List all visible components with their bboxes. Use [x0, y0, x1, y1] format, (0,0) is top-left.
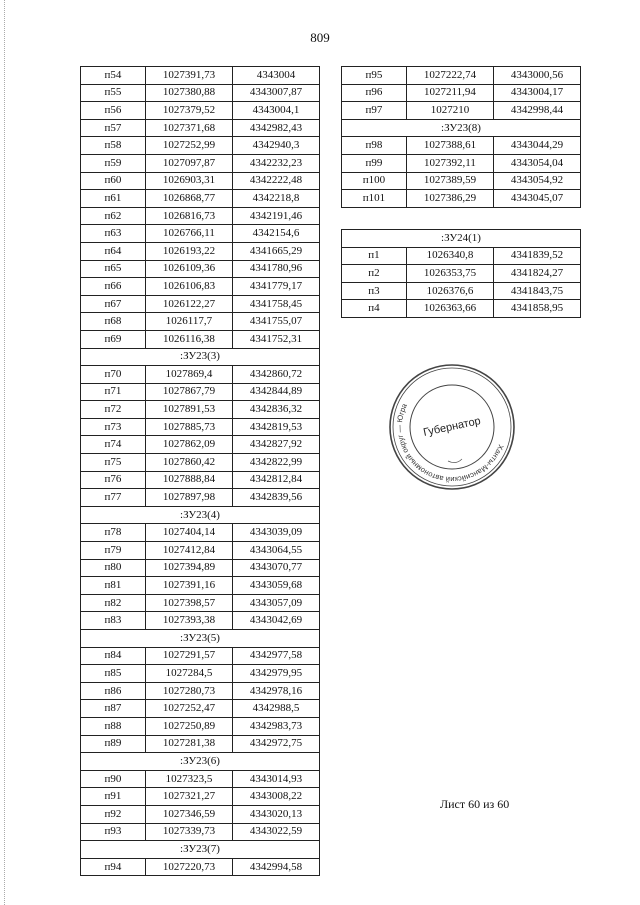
- point-id: п77: [81, 489, 146, 507]
- coordinate-y: 4342822,99: [232, 454, 319, 472]
- table-row: [81, 366, 320, 384]
- coordinate-y: 4343004: [232, 67, 319, 85]
- coordinate-x: 1027386,29: [406, 190, 493, 208]
- coordinate-x: 1027412,84: [145, 542, 232, 560]
- coordinate-y: 4342978,16: [232, 682, 319, 700]
- coordinate-x: 1027210: [406, 102, 493, 120]
- point-id: п68: [81, 313, 146, 331]
- point-id: п96: [342, 84, 407, 102]
- point-id: п58: [81, 137, 146, 155]
- table-row: [81, 489, 320, 507]
- coordinate-y: 4341758,45: [232, 295, 319, 313]
- coordinate-y: 4341779,17: [232, 278, 319, 296]
- table-row: [342, 154, 581, 172]
- coordinate-y: 4343044,29: [493, 137, 580, 155]
- coordinate-y: 4342218,8: [232, 190, 319, 208]
- coordinate-y: 4342827,92: [232, 436, 319, 454]
- coordinate-x: 1027398,57: [145, 594, 232, 612]
- section-title: :ЗУ23(8): [342, 119, 581, 137]
- point-id: п94: [81, 858, 146, 876]
- table-row: [81, 436, 320, 454]
- coordinate-x: 1027250,89: [145, 717, 232, 735]
- coordinate-x: 1027860,42: [145, 454, 232, 472]
- table-row: [81, 665, 320, 683]
- table-row: [81, 401, 320, 419]
- coordinate-x: 1027891,53: [145, 401, 232, 419]
- coordinate-y: 4343022,59: [232, 823, 319, 841]
- sheet-counter: Лист 60 из 60: [440, 797, 510, 811]
- coordinate-x: 1027321,27: [145, 788, 232, 806]
- point-id: п82: [81, 594, 146, 612]
- table-row: [81, 700, 320, 718]
- point-id: п85: [81, 665, 146, 683]
- coordinate-x: 1027885,73: [145, 418, 232, 436]
- table-row: [342, 84, 581, 102]
- point-id: п61: [81, 190, 146, 208]
- section-title: :ЗУ23(5): [81, 630, 320, 648]
- table-row: [342, 300, 581, 318]
- coordinate-y: 4342988,5: [232, 700, 319, 718]
- table-row: [81, 682, 320, 700]
- section-title: :ЗУ23(4): [81, 506, 320, 524]
- point-id: п101: [342, 190, 407, 208]
- point-id: п54: [81, 67, 146, 85]
- point-id: п71: [81, 383, 146, 401]
- coordinates-table-left: [80, 66, 320, 876]
- table-row: [81, 137, 320, 155]
- coordinate-y: 4343070,77: [232, 559, 319, 577]
- coordinate-y: 4342940,3: [232, 137, 319, 155]
- coordinate-x: 1027392,11: [406, 154, 493, 172]
- section-row: [342, 119, 581, 137]
- coordinate-y: 4343054,04: [493, 154, 580, 172]
- coordinate-x: 1027897,98: [145, 489, 232, 507]
- coordinate-y: 4342154,6: [232, 225, 319, 243]
- coordinate-y: 4342972,75: [232, 735, 319, 753]
- coordinate-x: 1027867,79: [145, 383, 232, 401]
- point-id: п100: [342, 172, 407, 190]
- coordinate-x: 1026122,27: [145, 295, 232, 313]
- point-id: п89: [81, 735, 146, 753]
- coordinate-x: 1027391,73: [145, 67, 232, 85]
- coordinate-y: 4342994,58: [232, 858, 319, 876]
- point-id: п55: [81, 84, 146, 102]
- point-id: п93: [81, 823, 146, 841]
- table-row: [81, 559, 320, 577]
- table-row: [81, 225, 320, 243]
- coordinate-y: 4341755,07: [232, 313, 319, 331]
- point-id: п75: [81, 454, 146, 472]
- coordinates-table-right-top: [341, 66, 581, 208]
- coordinate-y: 4342232,23: [232, 154, 319, 172]
- coordinate-x: 1027339,73: [145, 823, 232, 841]
- coordinate-y: 4343045,07: [493, 190, 580, 208]
- coordinate-y: 4343057,09: [232, 594, 319, 612]
- coordinate-x: 1027371,68: [145, 119, 232, 137]
- table-row: [81, 84, 320, 102]
- point-id: п2: [342, 265, 407, 283]
- table-row: [81, 190, 320, 208]
- coordinate-x: 1026106,83: [145, 278, 232, 296]
- point-id: п97: [342, 102, 407, 120]
- table-row: [342, 265, 581, 283]
- table-row: [81, 647, 320, 665]
- coordinate-y: 4342982,43: [232, 119, 319, 137]
- coordinate-y: 4342860,72: [232, 366, 319, 384]
- coordinate-y: 4341824,27: [493, 265, 580, 283]
- coordinate-x: 1027380,88: [145, 84, 232, 102]
- coordinate-y: 4343008,22: [232, 788, 319, 806]
- coordinate-y: 4342998,44: [493, 102, 580, 120]
- table-row: [81, 542, 320, 560]
- coordinate-x: 1027280,73: [145, 682, 232, 700]
- coordinate-y: 4342839,56: [232, 489, 319, 507]
- table-row: [81, 735, 320, 753]
- point-id: п78: [81, 524, 146, 542]
- table-row: [81, 612, 320, 630]
- coordinate-x: 1027862,09: [145, 436, 232, 454]
- point-id: п98: [342, 137, 407, 155]
- page-number: 809: [310, 30, 330, 45]
- table-row: [81, 330, 320, 348]
- coordinate-x: 1027211,94: [406, 84, 493, 102]
- coordinate-x: 1027281,38: [145, 735, 232, 753]
- coordinate-x: 1026109,36: [145, 260, 232, 278]
- coordinate-y: 4341858,95: [493, 300, 580, 318]
- table-row: [81, 102, 320, 120]
- table-row: [342, 102, 581, 120]
- coordinate-x: 1027346,59: [145, 805, 232, 823]
- point-id: п59: [81, 154, 146, 172]
- coordinate-x: 1027389,59: [406, 172, 493, 190]
- coordinate-y: 4342836,32: [232, 401, 319, 419]
- point-id: п1: [342, 247, 407, 265]
- stamp-center-text: Губернатор: [422, 415, 482, 439]
- point-id: п74: [81, 436, 146, 454]
- table-row: [81, 823, 320, 841]
- page-edge-line: [4, 0, 5, 905]
- section-row: [81, 506, 320, 524]
- point-id: п66: [81, 278, 146, 296]
- coordinate-y: 4342191,46: [232, 207, 319, 225]
- point-id: п73: [81, 418, 146, 436]
- coordinate-x: 1027323,5: [145, 770, 232, 788]
- section-row: [81, 753, 320, 771]
- coordinate-y: 4341752,31: [232, 330, 319, 348]
- coordinate-x: 1026340,8: [406, 247, 493, 265]
- stamp-ring-text: Ханты-Мансийский автономный округ — Югра: [394, 402, 506, 485]
- coordinate-y: 4343064,55: [232, 542, 319, 560]
- point-id: п86: [81, 682, 146, 700]
- point-id: п4: [342, 300, 407, 318]
- coordinate-x: 1026117,7: [145, 313, 232, 331]
- coordinate-y: 4342819,53: [232, 418, 319, 436]
- coordinate-x: 1027220,73: [145, 858, 232, 876]
- coordinate-x: 1027222,74: [406, 67, 493, 85]
- coordinate-x: 1027404,14: [145, 524, 232, 542]
- coordinate-x: 1027393,38: [145, 612, 232, 630]
- table-row: [342, 172, 581, 190]
- table-row: [81, 418, 320, 436]
- table-row: [81, 119, 320, 137]
- coordinate-y: 4343007,87: [232, 84, 319, 102]
- point-id: п72: [81, 401, 146, 419]
- coordinate-y: 4342844,89: [232, 383, 319, 401]
- coordinates-table-zu24: [341, 229, 581, 318]
- table-row: [81, 313, 320, 331]
- coordinate-y: 4342222,48: [232, 172, 319, 190]
- point-id: п3: [342, 282, 407, 300]
- coordinate-y: 4342977,58: [232, 647, 319, 665]
- table-row: [81, 454, 320, 472]
- table-row: [81, 524, 320, 542]
- section-row: [81, 348, 320, 366]
- coordinate-y: 4342979,95: [232, 665, 319, 683]
- table-row: [81, 858, 320, 876]
- coordinate-x: 1027388,61: [406, 137, 493, 155]
- point-id: п67: [81, 295, 146, 313]
- table-row: [342, 137, 581, 155]
- section-title: :ЗУ23(3): [81, 348, 320, 366]
- coordinate-y: 4343020,13: [232, 805, 319, 823]
- point-id: п60: [81, 172, 146, 190]
- coordinate-y: 4343054,92: [493, 172, 580, 190]
- point-id: п90: [81, 770, 146, 788]
- coordinate-x: 1027097,87: [145, 154, 232, 172]
- coordinate-y: 4341843,75: [493, 282, 580, 300]
- point-id: п91: [81, 788, 146, 806]
- point-id: п88: [81, 717, 146, 735]
- coordinate-x: 1027284,5: [145, 665, 232, 683]
- table-row: [81, 383, 320, 401]
- point-id: п62: [81, 207, 146, 225]
- section-title: :ЗУ23(7): [81, 841, 320, 859]
- coordinate-x: 1027291,57: [145, 647, 232, 665]
- table-row: [81, 594, 320, 612]
- table-row: [342, 282, 581, 300]
- table-row: [81, 717, 320, 735]
- coordinate-y: 4343004,1: [232, 102, 319, 120]
- point-id: п92: [81, 805, 146, 823]
- coordinate-y: 4341839,52: [493, 247, 580, 265]
- coordinate-x: 1026193,22: [145, 242, 232, 260]
- coordinate-x: 1026353,75: [406, 265, 493, 283]
- point-id: п63: [81, 225, 146, 243]
- table-row: [342, 190, 581, 208]
- point-id: п76: [81, 471, 146, 489]
- coordinate-x: 1027252,99: [145, 137, 232, 155]
- coordinate-x: 1026868,77: [145, 190, 232, 208]
- section-title: :ЗУ23(6): [81, 753, 320, 771]
- point-id: п56: [81, 102, 146, 120]
- table-row: [342, 247, 581, 265]
- coordinate-x: 1026116,38: [145, 330, 232, 348]
- coordinate-x: 1027888,84: [145, 471, 232, 489]
- coordinate-x: 1027391,16: [145, 577, 232, 595]
- coordinate-y: 4342812,84: [232, 471, 319, 489]
- coordinate-x: 1027379,52: [145, 102, 232, 120]
- point-id: п81: [81, 577, 146, 595]
- table-row: [81, 278, 320, 296]
- section-row: [81, 630, 320, 648]
- coordinate-x: 1026903,31: [145, 172, 232, 190]
- coordinate-y: 4343059,68: [232, 577, 319, 595]
- point-id: п80: [81, 559, 146, 577]
- point-id: п83: [81, 612, 146, 630]
- coordinate-y: 4341665,29: [232, 242, 319, 260]
- point-id: п99: [342, 154, 407, 172]
- coordinate-x: 1027252,47: [145, 700, 232, 718]
- table-row: [342, 67, 581, 85]
- table-row: [81, 295, 320, 313]
- point-id: п84: [81, 647, 146, 665]
- table-row: [81, 471, 320, 489]
- table-row: [81, 154, 320, 172]
- svg-text:Ханты-Мансийский автономный ок: [386, 401, 508, 493]
- coordinate-y: 4341780,96: [232, 260, 319, 278]
- point-id: п57: [81, 119, 146, 137]
- coordinate-y: 4343042,69: [232, 612, 319, 630]
- point-id: п69: [81, 330, 146, 348]
- governor-seal-stamp: [386, 361, 518, 493]
- point-id: п64: [81, 242, 146, 260]
- coordinate-y: 4343039,09: [232, 524, 319, 542]
- table-row: [81, 260, 320, 278]
- coordinate-y: 4343014,93: [232, 770, 319, 788]
- coordinate-y: 4343000,56: [493, 67, 580, 85]
- point-id: п65: [81, 260, 146, 278]
- point-id: п70: [81, 366, 146, 384]
- table-row: [81, 207, 320, 225]
- table-row: [81, 770, 320, 788]
- table-row: [81, 788, 320, 806]
- table-row: [81, 67, 320, 85]
- coordinate-x: 1026816,73: [145, 207, 232, 225]
- table-row: [81, 242, 320, 260]
- table-row: [81, 577, 320, 595]
- point-id: п95: [342, 67, 407, 85]
- coordinate-y: 4342983,73: [232, 717, 319, 735]
- coordinate-x: 1026363,66: [406, 300, 493, 318]
- section-row: [342, 230, 581, 248]
- section-title: :ЗУ24(1): [342, 230, 581, 248]
- coordinate-x: 1027394,89: [145, 559, 232, 577]
- coordinate-x: 1026766,11: [145, 225, 232, 243]
- table-row: [81, 805, 320, 823]
- coordinate-y: 4343004,17: [493, 84, 580, 102]
- table-row: [81, 172, 320, 190]
- point-id: п79: [81, 542, 146, 560]
- coordinate-x: 1026376,6: [406, 282, 493, 300]
- section-row: [81, 841, 320, 859]
- coordinate-x: 1027869,4: [145, 366, 232, 384]
- point-id: п87: [81, 700, 146, 718]
